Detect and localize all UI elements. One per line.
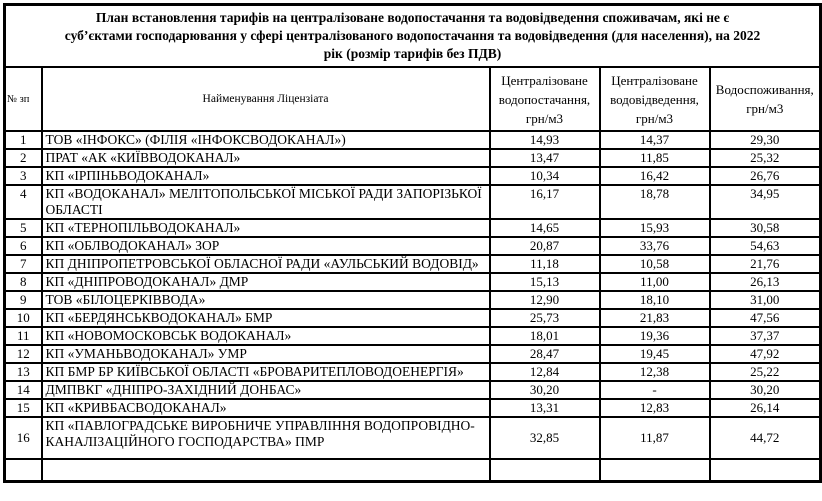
water-supply-tariff-cell: 13,31	[490, 399, 600, 417]
row-number-cell: 13	[5, 363, 42, 381]
water-consumption-tariff-cell: 44,72	[710, 417, 821, 459]
row-number-cell: 5	[5, 219, 42, 237]
row-number-cell: 11	[5, 327, 42, 345]
page-title	[5, 5, 821, 68]
water-consumption-tariff-cell: 26,14	[710, 399, 821, 417]
header-row	[5, 67, 821, 131]
row-number-cell: 8	[5, 273, 42, 291]
licensee-name-cell: КП БМР БР КИЇВСЬКОЇ ОБЛАСТІ «БРОВАРИТЕПЛОВОДОЕНЕРГІЯ»	[42, 363, 490, 381]
table-row	[5, 309, 821, 327]
empty-cell	[5, 459, 42, 482]
title-line-1: План встановлення тарифів на централізоване водопостачання та водовідведення споживачам, які не є	[95, 10, 730, 25]
column-header-water-consumption: Водоспоживання, грн/м3	[710, 67, 821, 131]
water-supply-tariff-cell: 28,47	[490, 345, 600, 363]
water-consumption-tariff-cell: 21,76	[710, 255, 821, 273]
row-number-cell: 14	[5, 381, 42, 399]
water-supply-tariff-cell: 11,18	[490, 255, 600, 273]
water-consumption-tariff-cell: 26,76	[710, 167, 821, 185]
column-header-water-supply: Централізоване водопостачання, грн/м3	[490, 67, 600, 131]
water-consumption-tariff-cell: 25,32	[710, 149, 821, 167]
water-supply-tariff-cell: 16,17	[490, 185, 600, 219]
water-drainage-tariff-cell: 12,38	[600, 363, 710, 381]
row-number-cell: 7	[5, 255, 42, 273]
row-number-cell: 16	[5, 417, 42, 459]
water-consumption-tariff-cell: 25,22	[710, 363, 821, 381]
table-row	[5, 149, 821, 167]
water-drainage-tariff-cell: 11,87	[600, 417, 710, 459]
licensee-name-cell: КП «ТЕРНОПІЛЬВОДОКАНАЛ»	[42, 219, 490, 237]
water-supply-tariff-cell: 12,90	[490, 291, 600, 309]
table-body	[5, 5, 821, 482]
water-drainage-tariff-cell: 11,00	[600, 273, 710, 291]
licensee-name-cell: ПРАТ «АК «КИЇВВОДОКАНАЛ»	[42, 149, 490, 167]
table-row	[5, 417, 821, 459]
water-drainage-tariff-cell: 14,37	[600, 131, 710, 149]
column-header-number: № зп	[5, 67, 42, 131]
water-drainage-tariff-cell: -	[600, 381, 710, 399]
table-row	[5, 399, 821, 417]
table-row	[5, 345, 821, 363]
row-number-cell: 6	[5, 237, 42, 255]
water-drainage-tariff-cell: 33,76	[600, 237, 710, 255]
water-drainage-tariff-cell: 18,78	[600, 185, 710, 219]
column-header-licensee-name: Найменування Ліцензіата	[42, 67, 490, 131]
water-supply-tariff-cell: 13,47	[490, 149, 600, 167]
licensee-name-cell: КП «НОВОМОСКОВСЬК ВОДОКАНАЛ»	[42, 327, 490, 345]
water-consumption-tariff-cell: 54,63	[710, 237, 821, 255]
licensee-name-cell: КП ДНІПРОПЕТРОВСЬКОЇ ОБЛАСНОЇ РАДИ «АУЛЬСЬКИЙ ВОДОВІД»	[42, 255, 490, 273]
row-number-cell: 15	[5, 399, 42, 417]
licensee-name-cell: КП «БЕРДЯНСЬКВОДОКАНАЛ» БМР	[42, 309, 490, 327]
water-drainage-tariff-cell: 21,83	[600, 309, 710, 327]
table-row	[5, 363, 821, 381]
water-drainage-tariff-cell: 19,36	[600, 327, 710, 345]
licensee-name-cell: КП «ІРПІНЬВОДОКАНАЛ»	[42, 167, 490, 185]
water-consumption-tariff-cell: 47,92	[710, 345, 821, 363]
table-row	[5, 255, 821, 273]
empty-cell	[600, 459, 710, 482]
title-line-3: рік (розмір тарифів без ПДВ)	[323, 46, 502, 61]
licensee-name-cell: ТОВ «ІНФОКС» (ФІЛІЯ «ІНФОКСВОДОКАНАЛ»)	[42, 131, 490, 149]
water-consumption-tariff-cell: 34,95	[710, 185, 821, 219]
water-supply-tariff-cell: 10,34	[490, 167, 600, 185]
table-row	[5, 185, 821, 219]
water-consumption-tariff-cell: 31,00	[710, 291, 821, 309]
licensee-name-cell: КП «УМАНЬВОДОКАНАЛ» УМР	[42, 345, 490, 363]
row-number-cell: 9	[5, 291, 42, 309]
water-supply-tariff-cell: 12,84	[490, 363, 600, 381]
empty-cell	[42, 459, 490, 482]
table-row	[5, 327, 821, 345]
licensee-name-cell: КП «ДНІПРОВОДОКАНАЛ» ДМР	[42, 273, 490, 291]
partial-cropped-row	[5, 459, 821, 482]
water-consumption-tariff-cell: 37,37	[710, 327, 821, 345]
row-number-cell: 3	[5, 167, 42, 185]
licensee-name-cell: КП «ОБЛВОДОКАНАЛ» ЗОР	[42, 237, 490, 255]
table-row	[5, 131, 821, 149]
water-supply-tariff-cell: 32,85	[490, 417, 600, 459]
tariff-table	[3, 3, 822, 483]
empty-cell	[710, 459, 821, 482]
water-supply-tariff-cell: 18,01	[490, 327, 600, 345]
table-row	[5, 381, 821, 399]
water-drainage-tariff-cell: 15,93	[600, 219, 710, 237]
water-supply-tariff-cell: 25,73	[490, 309, 600, 327]
table-row	[5, 273, 821, 291]
water-supply-tariff-cell: 30,20	[490, 381, 600, 399]
table-row	[5, 167, 821, 185]
title-row	[5, 5, 821, 68]
table-row	[5, 291, 821, 309]
row-number-cell: 4	[5, 185, 42, 219]
table-row	[5, 219, 821, 237]
water-drainage-tariff-cell: 10,58	[600, 255, 710, 273]
water-consumption-tariff-cell: 30,58	[710, 219, 821, 237]
column-header-water-drainage: Централізоване водовідведення, грн/м3	[600, 67, 710, 131]
water-drainage-tariff-cell: 19,45	[600, 345, 710, 363]
water-supply-tariff-cell: 14,93	[490, 131, 600, 149]
table-row	[5, 237, 821, 255]
row-number-cell: 1	[5, 131, 42, 149]
title-line-2: суб’єктами господарювання у сфері централізованого водопостачання та водовідведення (для населення), на 2022	[64, 28, 761, 43]
water-drainage-tariff-cell: 12,83	[600, 399, 710, 417]
water-consumption-tariff-cell: 30,20	[710, 381, 821, 399]
water-supply-tariff-cell: 20,87	[490, 237, 600, 255]
licensee-name-cell: КП «КРИВБАСВОДОКАНАЛ»	[42, 399, 490, 417]
water-drainage-tariff-cell: 16,42	[600, 167, 710, 185]
row-number-cell: 12	[5, 345, 42, 363]
licensee-name-cell: КП «ПАВЛОГРАДСЬКЕ ВИРОБНИЧЕ УПРАВЛІННЯ ВОДОПРОВІДНО-КАНАЛІЗАЦІЙНОГО ГОСПОДАРСТВА» ПМР	[42, 417, 490, 459]
water-consumption-tariff-cell: 26,13	[710, 273, 821, 291]
licensee-name-cell: ТОВ «БІЛОЦЕРКІВВОДА»	[42, 291, 490, 309]
water-supply-tariff-cell: 14,65	[490, 219, 600, 237]
licensee-name-cell: ДМПВКГ «ДНІПРО-ЗАХІДНИЙ ДОНБАС»	[42, 381, 490, 399]
water-consumption-tariff-cell: 47,56	[710, 309, 821, 327]
water-drainage-tariff-cell: 18,10	[600, 291, 710, 309]
water-consumption-tariff-cell: 29,30	[710, 131, 821, 149]
water-supply-tariff-cell: 15,13	[490, 273, 600, 291]
row-number-cell: 10	[5, 309, 42, 327]
water-drainage-tariff-cell: 11,85	[600, 149, 710, 167]
licensee-name-cell: КП «ВОДОКАНАЛ» МЕЛІТОПОЛЬСЬКОЇ МІСЬКОЇ РАДИ ЗАПОРІЗЬКОЇ ОБЛАСТІ	[42, 185, 490, 219]
empty-cell	[490, 459, 600, 482]
row-number-cell: 2	[5, 149, 42, 167]
